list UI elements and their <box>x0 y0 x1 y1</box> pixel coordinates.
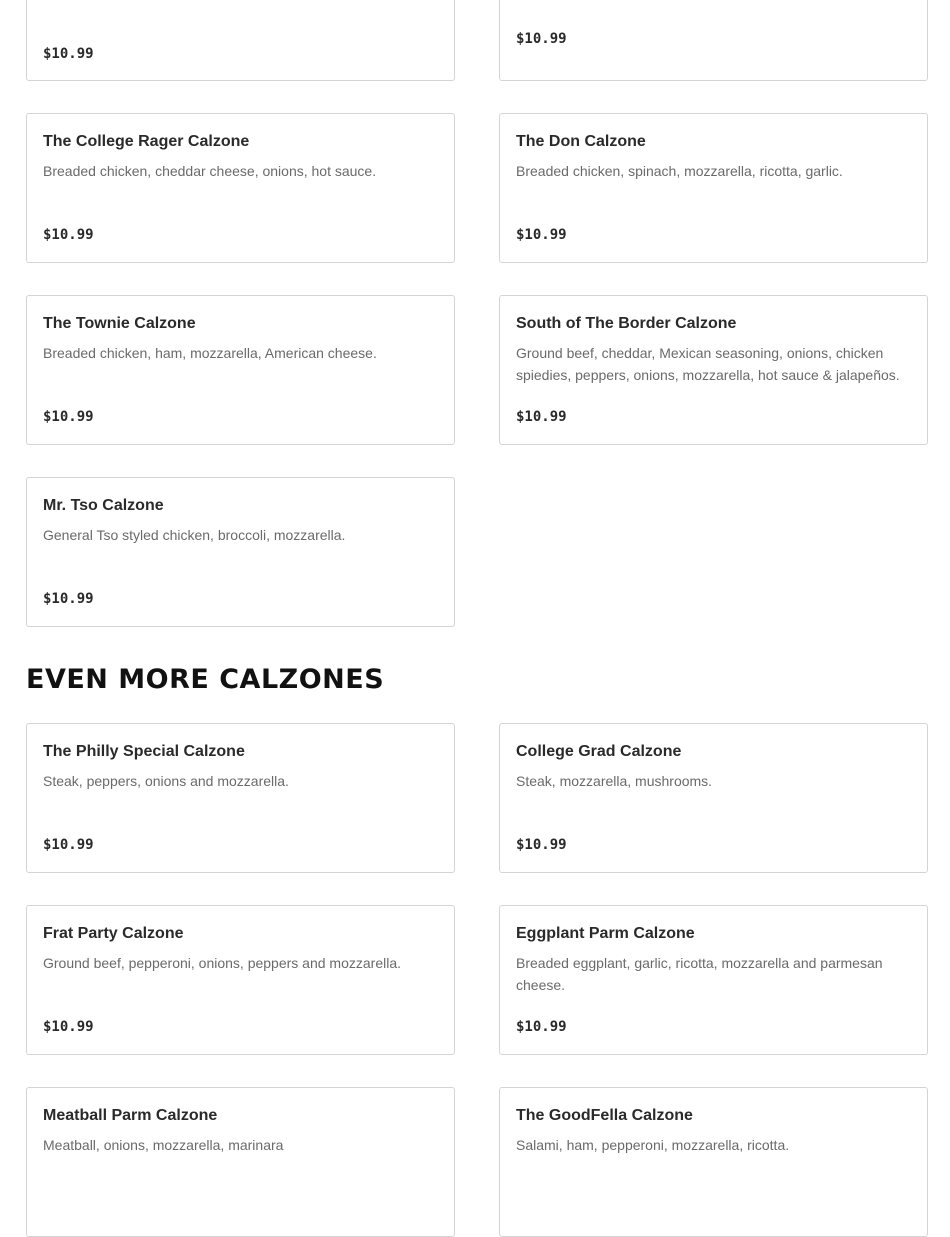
menu-item-description: Meatball, onions, mozzarella, marinara <box>43 1137 284 1153</box>
menu-item-price: $10.99 <box>516 31 567 47</box>
menu-item-card[interactable] <box>499 1087 928 1237</box>
menu-item-card[interactable] <box>26 295 455 445</box>
menu-item-description: Salami, ham, pepperoni, mozzarella, ricotta. <box>516 1137 790 1153</box>
menu-item-card[interactable] <box>499 113 928 263</box>
menu-item-description: Steak, peppers, onions and mozzarella. <box>43 773 289 789</box>
menu-item-name: Mr. Tso Calzone <box>43 497 164 514</box>
menu-item-name: Frat Party Calzone <box>43 925 184 942</box>
menu-item-name: Eggplant Parm Calzone <box>516 925 695 942</box>
menu-item-name: The Philly Special Calzone <box>43 743 245 760</box>
menu-item-price: $10.99 <box>516 1019 567 1035</box>
menu-item-description: Ground beef, pepperoni, onions, peppers and mozzarella. <box>43 955 402 971</box>
menu-item-card[interactable] <box>26 1087 455 1237</box>
menu-item-name: South of The Border Calzone <box>516 315 737 332</box>
menu-item-price: $10.99 <box>43 227 94 243</box>
menu-item-card[interactable] <box>499 295 928 445</box>
menu-item-name: The GoodFella Calzone <box>516 1107 693 1124</box>
menu-item-description: Breaded chicken, spinach, mozzarella, ricotta, garlic. <box>516 163 843 179</box>
menu-item-card[interactable] <box>26 905 455 1055</box>
menu-item-card[interactable] <box>26 477 455 627</box>
menu-item-card[interactable] <box>499 905 928 1055</box>
menu-item-card[interactable] <box>26 723 455 873</box>
menu-item-description: Breaded eggplant, garlic, ricotta, mozzarella and parmesan cheese. <box>516 955 883 993</box>
menu-item-card[interactable] <box>499 0 928 81</box>
menu-item-price: $10.99 <box>516 227 567 243</box>
menu-item-price: $10.99 <box>516 409 567 425</box>
menu-item-name: The Townie Calzone <box>43 315 196 332</box>
menu-item-name: The Don Calzone <box>516 133 646 150</box>
menu-item-price: $10.99 <box>43 409 94 425</box>
menu-item-description: Breaded chicken, ham, mozzarella, American cheese. <box>43 345 377 361</box>
menu-item-price: $10.99 <box>43 46 94 62</box>
menu-item-price: $10.99 <box>43 1019 94 1035</box>
menu-item-price: $10.99 <box>516 837 567 853</box>
menu-item-card[interactable] <box>26 113 455 263</box>
menu-item-name: The College Rager Calzone <box>43 133 250 150</box>
menu-item-description: Ground beef, cheddar, Mexican seasoning, onions, chicken spiedies, peppers, onions, mozzarella, hot sauce & jalapeños. <box>516 345 900 383</box>
menu-item-name: College Grad Calzone <box>516 743 682 760</box>
section-heading: EVEN MORE CALZONES <box>26 664 385 695</box>
menu-item-card[interactable] <box>499 723 928 873</box>
menu-item-price: $10.99 <box>43 837 94 853</box>
menu-item-description: General Tso styled chicken, broccoli, mozzarella. <box>43 527 346 543</box>
menu-item-price: $10.99 <box>43 591 94 607</box>
menu-item-description: Steak, mozzarella, mushrooms. <box>516 773 713 789</box>
menu-item-card[interactable] <box>26 0 455 81</box>
menu-item-description: Breaded chicken, cheddar cheese, onions, hot sauce. <box>43 163 377 179</box>
menu-item-name: Meatball Parm Calzone <box>43 1107 218 1124</box>
